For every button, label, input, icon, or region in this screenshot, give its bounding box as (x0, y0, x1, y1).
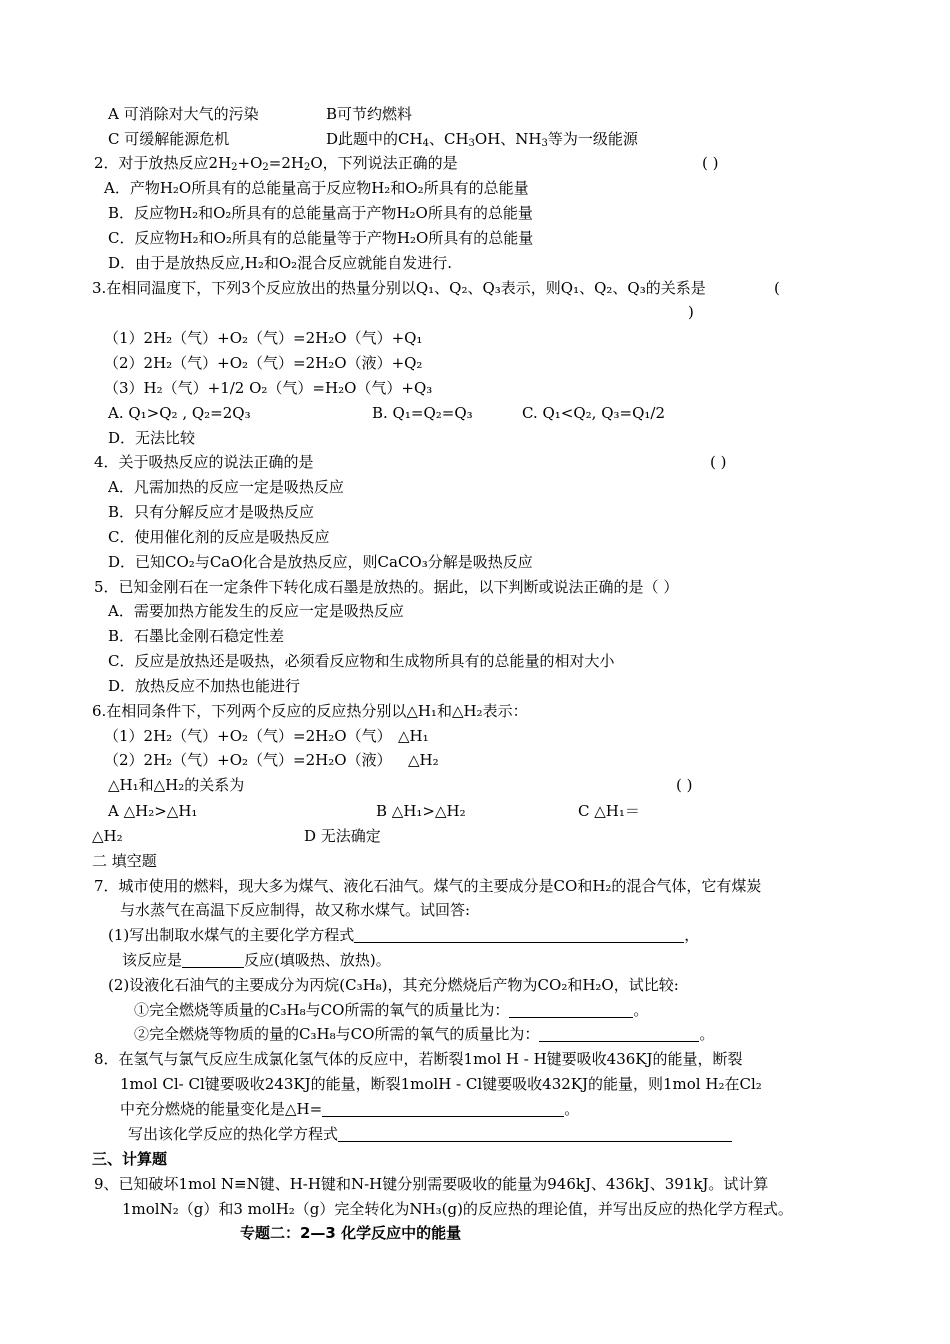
q7-part-2b: ②完全燃烧等物质的量的C₃H₈与CO所需的氧气的质量比为： 。 (134, 1025, 715, 1043)
q7-part-2: (2)设液化石油气的主要成分为丙烷(C₃H₈)，其充分燃烧后产物为CO₂和H₂O，试比较: (108, 976, 679, 994)
q1-option-d: D此题中的$CH_4$、$CH_3OH$、$NH_3$等为一级能源 (326, 130, 638, 149)
q9-line-2: 1molN₂（g）和3 molH₂（g）完全转化为NH₃(g)的反应热的理论值，并写出反应的热化学方程式。 (122, 1200, 793, 1218)
q2-option-b: B．反应物H₂和O₂所具有的总能量高于产物H₂O所具有的总能量 (108, 204, 533, 222)
q7-mass-ratio-blank-2[interactable] (539, 1026, 699, 1042)
q8-line-3: 中充分燃烧的能量变化是△H= 。 (120, 1100, 580, 1118)
q8-line-1: 8．在氢气与氯气反应生成氯化氢气体的反应中，若断裂1mol H - H键要吸收436KJ的能量，断裂 (94, 1050, 743, 1068)
q4-answer-paren: ( ) (710, 453, 727, 471)
q3-option-a: A. Q₁>Q₂ , Q₂=2Q₃ (108, 404, 251, 422)
q1-option-c: C 可缓解能源危机 (108, 130, 230, 148)
q2-option-a: A．产物H₂O所具有的总能量高于反应物H₂和O₂所具有的总能量 (104, 179, 529, 197)
q7-heat-type-blank[interactable] (182, 952, 244, 968)
q3-paren-open: ( (774, 279, 780, 297)
q6-stem: 6.在相同条件下，下列两个反应的反应热分别以△H₁和△H₂表示： (92, 702, 528, 720)
q6-reaction-1: （1）2H₂（气）+O₂（气）=2H₂O（气） (104, 727, 392, 745)
q3-option-d: D．无法比较 (108, 429, 196, 447)
q6-option-c: C △H₁＝ (578, 802, 640, 820)
q3-reaction-3: （3）H₂（气）+1/2 O₂（气）=H₂O（气）+Q₃ (104, 379, 433, 397)
footer-title: 专题二：2—3 化学反应中的能量 (240, 1224, 462, 1242)
q3-option-b: B. Q₁=Q₂=Q₃ (372, 404, 473, 422)
q8-line-4: 写出该化学反应的热化学方程式 (128, 1124, 732, 1144)
q3-paren-close: ) (688, 303, 694, 321)
q5-option-a: A．需要加热方能发生的反应一定是吸热反应 (108, 602, 404, 620)
section-3-heading: 三、计算题 (92, 1150, 168, 1168)
q4-stem: 4．关于吸热反应的说法正确的是 (94, 453, 314, 471)
q5-option-d: D．放热反应不加热也能进行 (108, 677, 301, 695)
q2-option-c: C．反应物H₂和O₂所具有的总能量等于产物H₂O所具有的总能量 (108, 229, 534, 247)
q3-reaction-2: （2）2H₂（气）+O₂（气）=2H₂O（液）+Q₂ (104, 354, 423, 372)
q3-option-c: C. Q₁<Q₂, Q₃=Q₁/2 (522, 404, 665, 422)
q7-stem-line-1: 7．城市使用的燃料，现大多为煤气、液化石油气。煤气的主要成分是CO和H₂的混合气体，它有煤炭 (94, 877, 762, 895)
q6-answer-paren: ( ) (676, 776, 693, 794)
q7-part-1: (1)写出制取水煤气的主要化学方程式 ， (108, 926, 700, 944)
q7-part-2a: ①完全燃烧等质量的C₃H₈与CO所需的氧气的质量比为： 。 (134, 1001, 649, 1019)
q4-option-b: B．只有分解反应才是吸热反应 (108, 503, 315, 521)
q6-reaction-1-enthalpy: △H₁ (398, 727, 429, 745)
q8-enthalpy-blank[interactable] (322, 1101, 564, 1117)
q7-equation-blank[interactable] (354, 927, 684, 943)
q7-stem-line-2: 与水蒸气在高温下反应制得，故又称水煤气。试回答: (120, 901, 471, 919)
q4-option-d: D．已知CO₂与CaO化合是放热反应，则CaCO₃分解是吸热反应 (108, 553, 533, 571)
q6-relation: △H₁和△H₂的关系为 (108, 776, 245, 794)
q9-line-1: 9、已知破坏1mol N≡N键、H-H键和N-H键分别需要吸收的能量为946kJ、436kJ、391kJ。试计算 (94, 1175, 769, 1193)
q6-reaction-2-enthalpy: △H₂ (408, 751, 439, 769)
q2-answer-paren: ( ) (702, 154, 719, 172)
q1-option-a: A 可消除对大气的污染 (108, 105, 259, 123)
q8-line-2: 1mol Cl- Cl键要吸收243KJ的能量，断裂1molH - Cl键要吸收432KJ的能量，则1mol H₂在Cl₂ (120, 1075, 762, 1093)
q2-stem: 2．对于放热反应$2H_2+O_2=2H_2O$，下列说法正确的是 (94, 154, 458, 173)
q7-mass-ratio-blank-1[interactable] (509, 1002, 633, 1018)
q6-reaction-2: （2）2H₂（气）+O₂（气）=2H₂O（液） (104, 751, 392, 769)
q5-option-b: B．石墨比金刚石稳定性差 (108, 627, 285, 645)
q1-option-b: B可节约燃料 (326, 105, 413, 123)
q6-option-a: A △H₂>△H₁ (108, 802, 198, 820)
q2-option-d: D．由于是放热反应,H₂和O₂混合反应就能自发进行. (108, 254, 452, 272)
q6-option-c-continued: △H₂ (92, 827, 123, 845)
section-2-heading: 二 填空题 (92, 852, 157, 870)
q5-option-c: C．反应是放热还是吸热，必须看反应物和生成物所具有的总能量的相对大小 (108, 652, 615, 670)
q6-option-d: D 无法确定 (304, 827, 381, 845)
q3-stem: 3.在相同温度下，下列3个反应放出的热量分别以Q₁、Q₂、Q₃表示，则Q₁、Q₂、Q₃的关系是 (92, 279, 706, 297)
q8-thermo-equation-blank[interactable] (338, 1126, 732, 1142)
q5-stem: 5．已知金刚石在一定条件下转化成石墨是放热的。据此，以下判断或说法正确的是（ ） (94, 578, 679, 596)
q6-option-b: B △H₁>△H₂ (376, 802, 466, 820)
q4-option-a: A．凡需加热的反应一定是吸热反应 (108, 478, 344, 496)
q7-part-1b: 该反应是 反应(填吸热、放热)。 (122, 951, 391, 969)
q4-option-c: C．使用催化剂的反应是吸热反应 (108, 528, 330, 546)
q3-reaction-1: （1）2H₂（气）+O₂（气）=2H₂O（气）+Q₁ (104, 329, 423, 347)
